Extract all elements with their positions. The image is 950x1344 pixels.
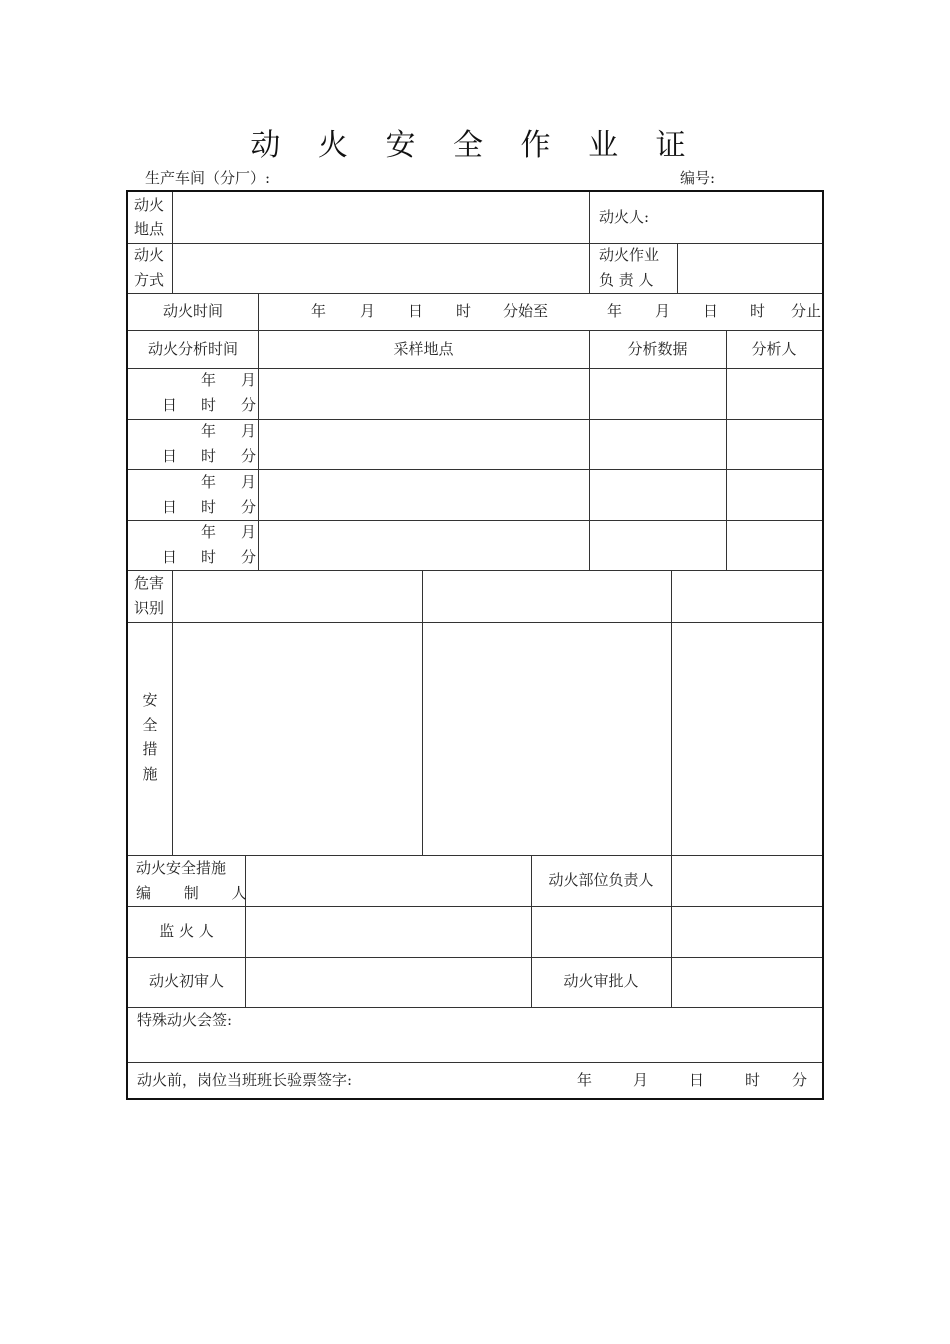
analysis-minute-unit: 分 — [241, 498, 257, 516]
row-divider — [128, 1007, 822, 1008]
analysis-hour-unit: 时 — [201, 498, 217, 516]
end-month-unit: 月 — [655, 302, 671, 320]
end-day-unit: 日 — [703, 302, 719, 320]
analysis-time-header: 动火分析时间 — [147, 340, 238, 358]
end-year-unit: 年 — [607, 302, 623, 320]
row-divider — [128, 520, 822, 521]
shift-leader-sign-label: 动火前，岗位当班班长验票签字: — [137, 1071, 353, 1089]
measures-compiler-label: 编 制 人 — [136, 884, 261, 902]
analysis-hour-unit: 时 — [201, 447, 217, 465]
col-divider — [677, 243, 678, 293]
analysis-month-unit: 月 — [241, 473, 257, 491]
row-divider — [128, 419, 822, 420]
safety-measures-label: 全 — [142, 716, 158, 734]
analysis-year-unit: 年 — [201, 473, 217, 491]
start-year-unit: 年 — [311, 302, 327, 320]
row-divider — [128, 957, 822, 958]
row-divider — [128, 330, 822, 331]
analysis-year-unit: 年 — [201, 523, 217, 541]
workshop-label: 生产车间（分厂）: — [145, 169, 271, 187]
col-divider — [589, 330, 590, 570]
row-divider — [128, 293, 822, 294]
analysis-hour-unit: 时 — [201, 548, 217, 566]
start-hour-unit: 时 — [456, 302, 472, 320]
safety-measures-label: 施 — [142, 765, 158, 783]
analysis-month-unit: 月 — [241, 422, 257, 440]
analysis-year-unit: 年 — [201, 422, 217, 440]
fire-time-label: 动火时间 — [162, 302, 223, 320]
row-divider — [128, 1062, 822, 1063]
col-divider — [671, 855, 672, 1007]
work-leader-label: 负 责 人 — [599, 271, 654, 289]
row-divider — [128, 368, 822, 369]
fire-watch-label: 监 火 人 — [159, 922, 214, 940]
row-divider — [128, 906, 822, 907]
analysis-minute-unit: 分 — [241, 548, 257, 566]
safety-measures-label: 安 — [142, 691, 158, 709]
analysis-day-unit: 日 — [162, 498, 178, 516]
analysis-minute-unit: 分 — [241, 396, 257, 414]
approver-label: 动火审批人 — [563, 972, 639, 990]
fire-method-label: 动火 — [134, 246, 165, 264]
final-year-unit: 年 — [577, 1071, 593, 1089]
final-month-unit: 月 — [633, 1071, 649, 1089]
work-leader-label: 动火作业 — [599, 246, 660, 264]
end-minute-unit: 分止 — [791, 302, 822, 320]
row-divider — [128, 570, 822, 571]
row-divider — [128, 243, 822, 244]
analysis-month-unit: 月 — [241, 523, 257, 541]
fire-place-label: 动火 — [134, 196, 165, 214]
analysis-day-unit: 日 — [162, 447, 178, 465]
safety-measures-label: 措 — [142, 740, 158, 758]
start-day-unit: 日 — [408, 302, 424, 320]
final-day-unit: 日 — [689, 1071, 705, 1089]
analysis-data-header: 分析数据 — [627, 340, 688, 358]
form-title: 动 火 安 全 作 业 证 — [250, 128, 700, 163]
analysis-day-unit: 日 — [162, 548, 178, 566]
analysis-day-unit: 日 — [162, 396, 178, 414]
row-divider — [128, 855, 822, 856]
fire-operator-label: 动火人: — [599, 208, 650, 226]
permit-table — [126, 190, 824, 1100]
end-hour-unit: 时 — [750, 302, 766, 320]
fire-method-label: 方式 — [134, 271, 165, 289]
col-divider — [726, 330, 727, 570]
col-divider — [172, 192, 173, 293]
col-divider — [589, 192, 590, 293]
analyst-header: 分析人 — [751, 340, 797, 358]
first-review-label: 动火初审人 — [148, 972, 224, 990]
final-minute-unit: 分 — [792, 1071, 808, 1089]
start-minute-unit: 分始至 — [503, 302, 549, 320]
col-divider — [258, 293, 259, 570]
analysis-year-unit: 年 — [201, 371, 217, 389]
special-countersign-label: 特殊动火会签: — [137, 1011, 233, 1029]
col-divider — [422, 570, 423, 855]
col-divider — [245, 855, 246, 1007]
analysis-minute-unit: 分 — [241, 447, 257, 465]
hazard-id-label: 识别 — [134, 599, 165, 617]
col-divider — [172, 570, 173, 855]
final-hour-unit: 时 — [745, 1071, 761, 1089]
sampling-place-header: 采样地点 — [393, 340, 454, 358]
area-leader-label: 动火部位负责人 — [548, 871, 654, 889]
measures-compiler-label: 动火安全措施 — [136, 859, 227, 877]
analysis-month-unit: 月 — [241, 371, 257, 389]
serial-number-label: 编号: — [680, 169, 716, 187]
row-divider — [128, 622, 822, 623]
start-month-unit: 月 — [360, 302, 376, 320]
hazard-id-label: 危害 — [134, 574, 165, 592]
col-divider — [671, 570, 672, 855]
analysis-hour-unit: 时 — [201, 396, 217, 414]
fire-place-label: 地点 — [134, 220, 165, 238]
row-divider — [128, 469, 822, 470]
